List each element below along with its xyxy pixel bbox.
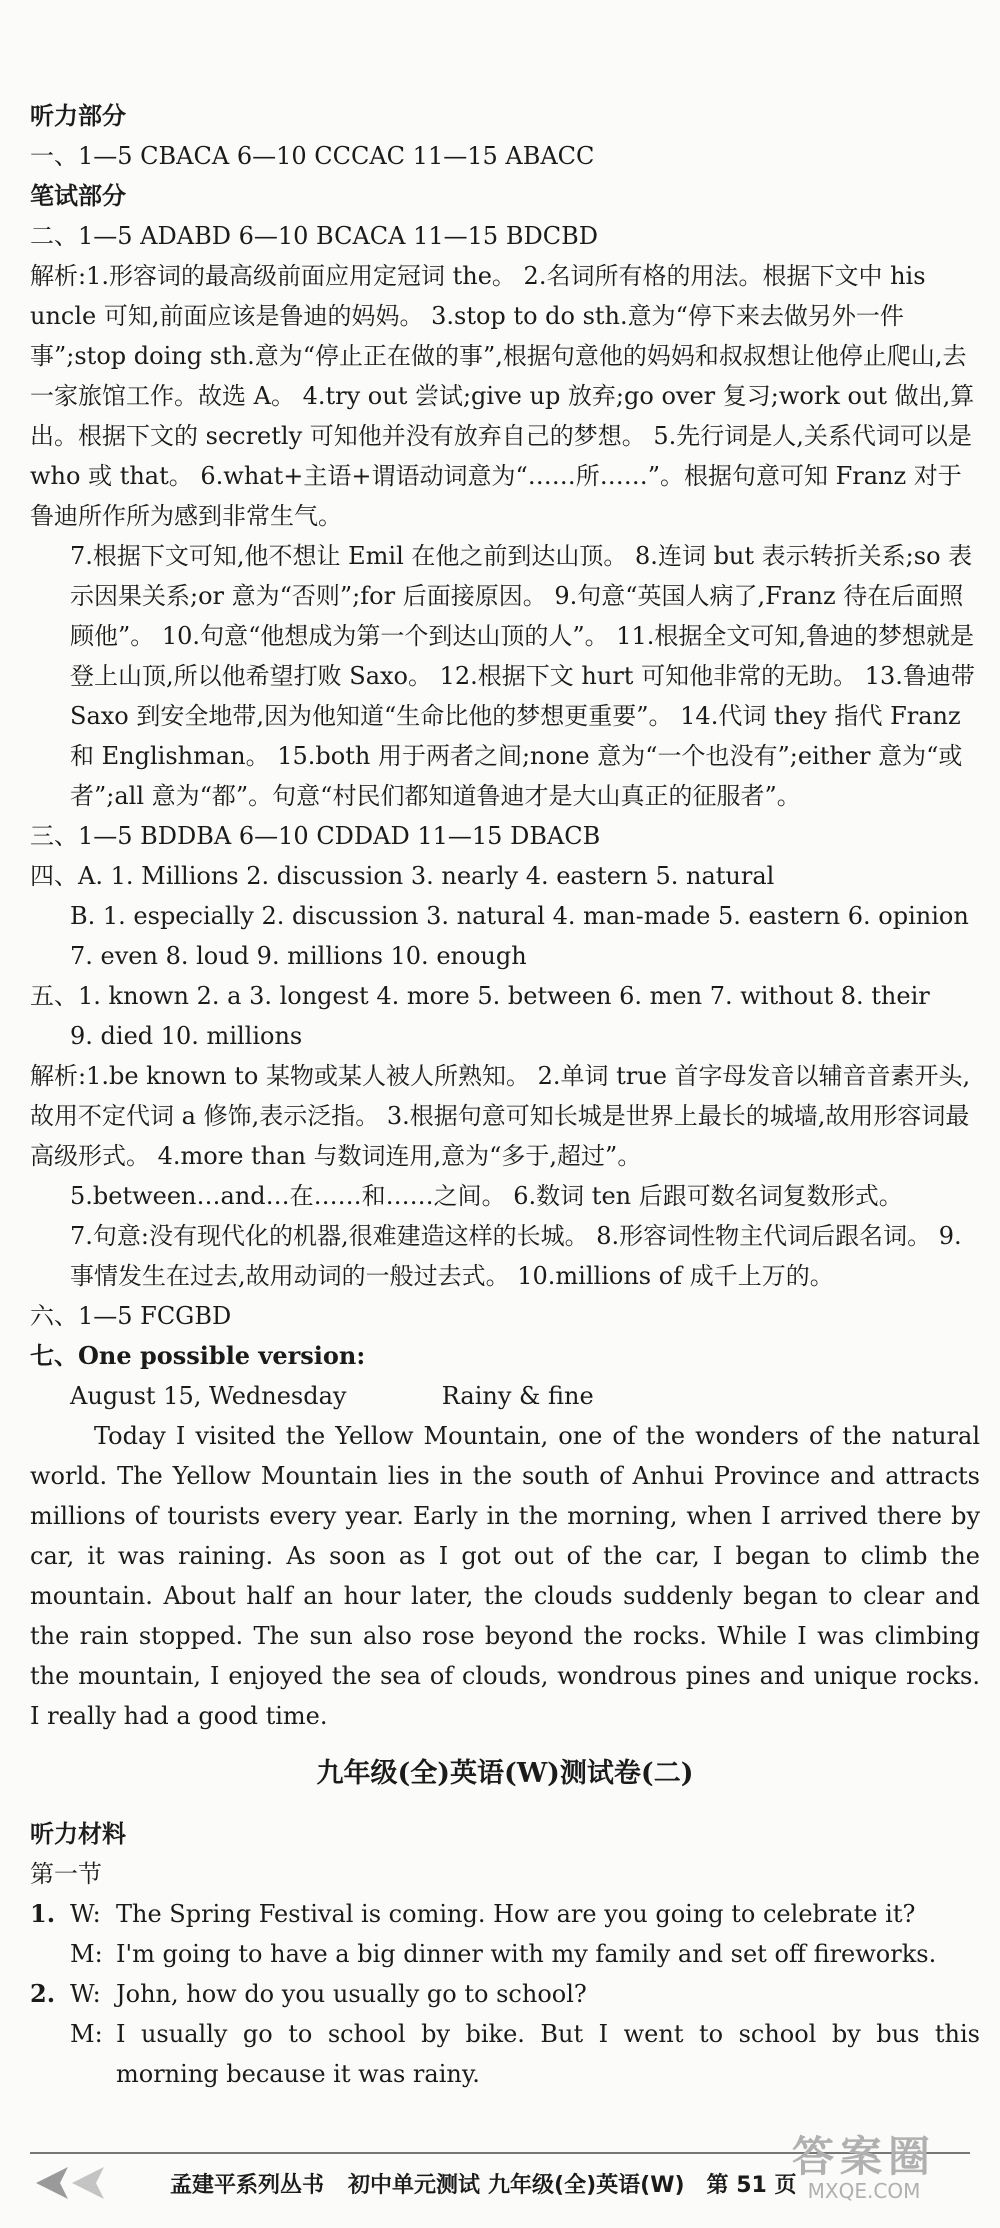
footer-page-number: 第 51 页	[706, 2172, 797, 2198]
dialogue-text: I'm going to have a big dinner with my family and set off fireworks.	[116, 1940, 937, 1968]
test-title: 九年级(全)英语(W)测试卷(二)	[316, 1758, 694, 1789]
dialogue-speaker: W:	[70, 1900, 101, 1928]
dialogue-line	[30, 1974, 980, 2014]
section4-part-b-line1: B. 1. especially 2. discussion 3. natural 4. man-made 5. eastern 6. opinion	[70, 902, 969, 930]
section5-answers-line2: 9. died 10. millions	[70, 1022, 303, 1050]
section5-explanation-3: 7.句意:没有现代化的机器,很难建造这样的长城。 8.形容词性物主代词后跟名词。 9.事情发生在过去,故用动词的一般过去式。 10.millions of 成千上万的。	[70, 1222, 962, 1290]
dialogue-text: John, how do you usually go to school?	[116, 1980, 587, 2008]
essay-header	[30, 1376, 980, 1416]
section6-answers: 六、1—5 FCGBD	[30, 1302, 232, 1330]
essay-date: August 15, Wednesday	[70, 1382, 347, 1410]
footer-subject: 九年级(全)英语(W)	[488, 2172, 685, 2198]
dialogue-speaker: M:	[70, 1940, 103, 1968]
section2-explanation: 解析:1.形容词的最高级前面应用定冠词 the。 2.名词所有格的用法。根据下文中 his uncle 可知,前面应该是鲁迪的妈妈。 3.stop to do sth.意为“停下来去做另外一件事”;stop doing sth.意为“停止正在做的事”,根据句意他的妈妈和叔叔想让他停止爬山,去一家旅馆工作。故选 A。 4.try out 尝试;give up 放弃;go over 复习;work out 做出,算出。根据下文的 secretly 可知他并没有放弃自己的梦想。 5.先行词是人,关系代词可以是 who 或 that。 6.what+主语+谓语动词意为“……所……”。根据句意可知 Franz 对于鲁迪所作所为感到非常生气。	[30, 262, 975, 530]
essay-body	[30, 1416, 980, 1736]
essay-paragraph: Today I visited the Yellow Mountain, one of the wonders of the natural world. The Yellow Mountain lies in the south of Anhui Province and attracts millions of tourists every year. Early in the morning, when I arrived there by car, it was raining. As soon as I got out of the car, I began to climb the mountain. About half an hour later, the clouds suddenly began to clear and the rain stopped. The sun also rose beyond the rocks. While I was climbing the mountain, I enjoyed the sea of clouds, wondrous pines and unique rocks. I really had a good time.	[30, 1422, 980, 1730]
section4-part-b-line2: 7. even 8. loud 9. millions 10. enough	[70, 942, 527, 970]
dialogue-number: 2.	[30, 1979, 56, 2008]
written-section-title: 笔试部分	[30, 181, 126, 210]
dialogue-line	[30, 1934, 980, 1974]
watermark-url: MXQE.COM	[807, 2179, 921, 2203]
dialogue-line	[30, 1894, 980, 1934]
footer-book: 初中单元测试	[348, 2172, 481, 2198]
listening-material-title: 听力材料	[30, 1819, 126, 1848]
section5-explanation-1: 解析:1.be known to 某物或某人被人所熟知。 2.单词 true 首字母发音以辅音音素开头,故用不定代词 a 修饰,表示泛指。 3.根据句意可知长城是世界上最长的城墙,故用形容词最高级形式。 4.more than 与数词连用,意为“多于,超过”。	[30, 1062, 971, 1170]
listening-answers: 一、1—5 CBACA 6—10 CCCAC 11—15 ABACC	[30, 142, 595, 170]
dialogue-line	[30, 2014, 980, 2094]
dialogue-number: 1.	[30, 1899, 56, 1928]
dialogue-number	[30, 2014, 70, 2094]
dialogue-text: The Spring Festival is coming. How are you going to celebrate it?	[116, 1900, 916, 1928]
dialogue-number	[30, 1934, 70, 1974]
dialogue-speaker: W:	[70, 1980, 101, 2008]
dialogue-text: I usually go to school by bike. But I went to school by bus this morning because it was rainy.	[116, 2020, 980, 2088]
watermark	[764, 2134, 964, 2206]
essay-weather: Rainy & fine	[441, 1382, 594, 1410]
section-label: 第一节	[30, 1860, 102, 1888]
section2-answers: 二、1—5 ADABD 6—10 BCACA 11—15 BDCBD	[30, 222, 598, 250]
section2-explanation-cont: 7.根据下文可知,他不想让 Emil 在他之前到达山顶。 8.连词 but 表示转折关系;so 表示因果关系;or 意为“否则”;for 后面接原因。 9.句意“英国人病了,Franz 待在后面照顾他”。 10.句意“他想成为第一个到达山顶的人”。 11.根据全文可知,鲁迪的梦想就是登上山顶,所以他希望打败 Saxo。 12.根据下文 hurt 可知他非常的无助。 13.鲁迪带 Saxo 到安全地带,因为他知道“生命比他的梦想更重要”。 14.代词 they 指代 Franz 和 Englishman。 15.both 用于两者之间;none 意为“一个也没有”;either 意为“或者”;all 意为“都”。句意“村民们都知道鲁迪才是大山真正的征服者”。	[70, 542, 975, 810]
dialogue-list	[30, 1894, 980, 2094]
footer-series: 孟建平系列丛书	[170, 2172, 325, 2198]
section5-answers-line1: 五、1. known 2. a 3. longest 4. more 5. between 6. men 7. without 8. their	[30, 982, 930, 1010]
dialogue-speaker: M:	[70, 2020, 103, 2048]
answer-page	[30, 96, 980, 2094]
section5-explanation-2: 5.between…and…在……和……之间。 6.数词 ten 后跟可数名词复数形式。	[70, 1182, 903, 1210]
watermark-logo: 答案圈	[791, 2132, 936, 2181]
arrow-decoration-icon	[30, 2163, 110, 2203]
listening-section-title: 听力部分	[30, 101, 126, 130]
section7-title: 七、One possible version:	[30, 1341, 366, 1370]
section3-answers: 三、1—5 BDDBA 6—10 CDDAD 11—15 DBACB	[30, 822, 601, 850]
section4-part-a: 四、A. 1. Millions 2. discussion 3. nearly 4. eastern 5. natural	[30, 862, 775, 890]
